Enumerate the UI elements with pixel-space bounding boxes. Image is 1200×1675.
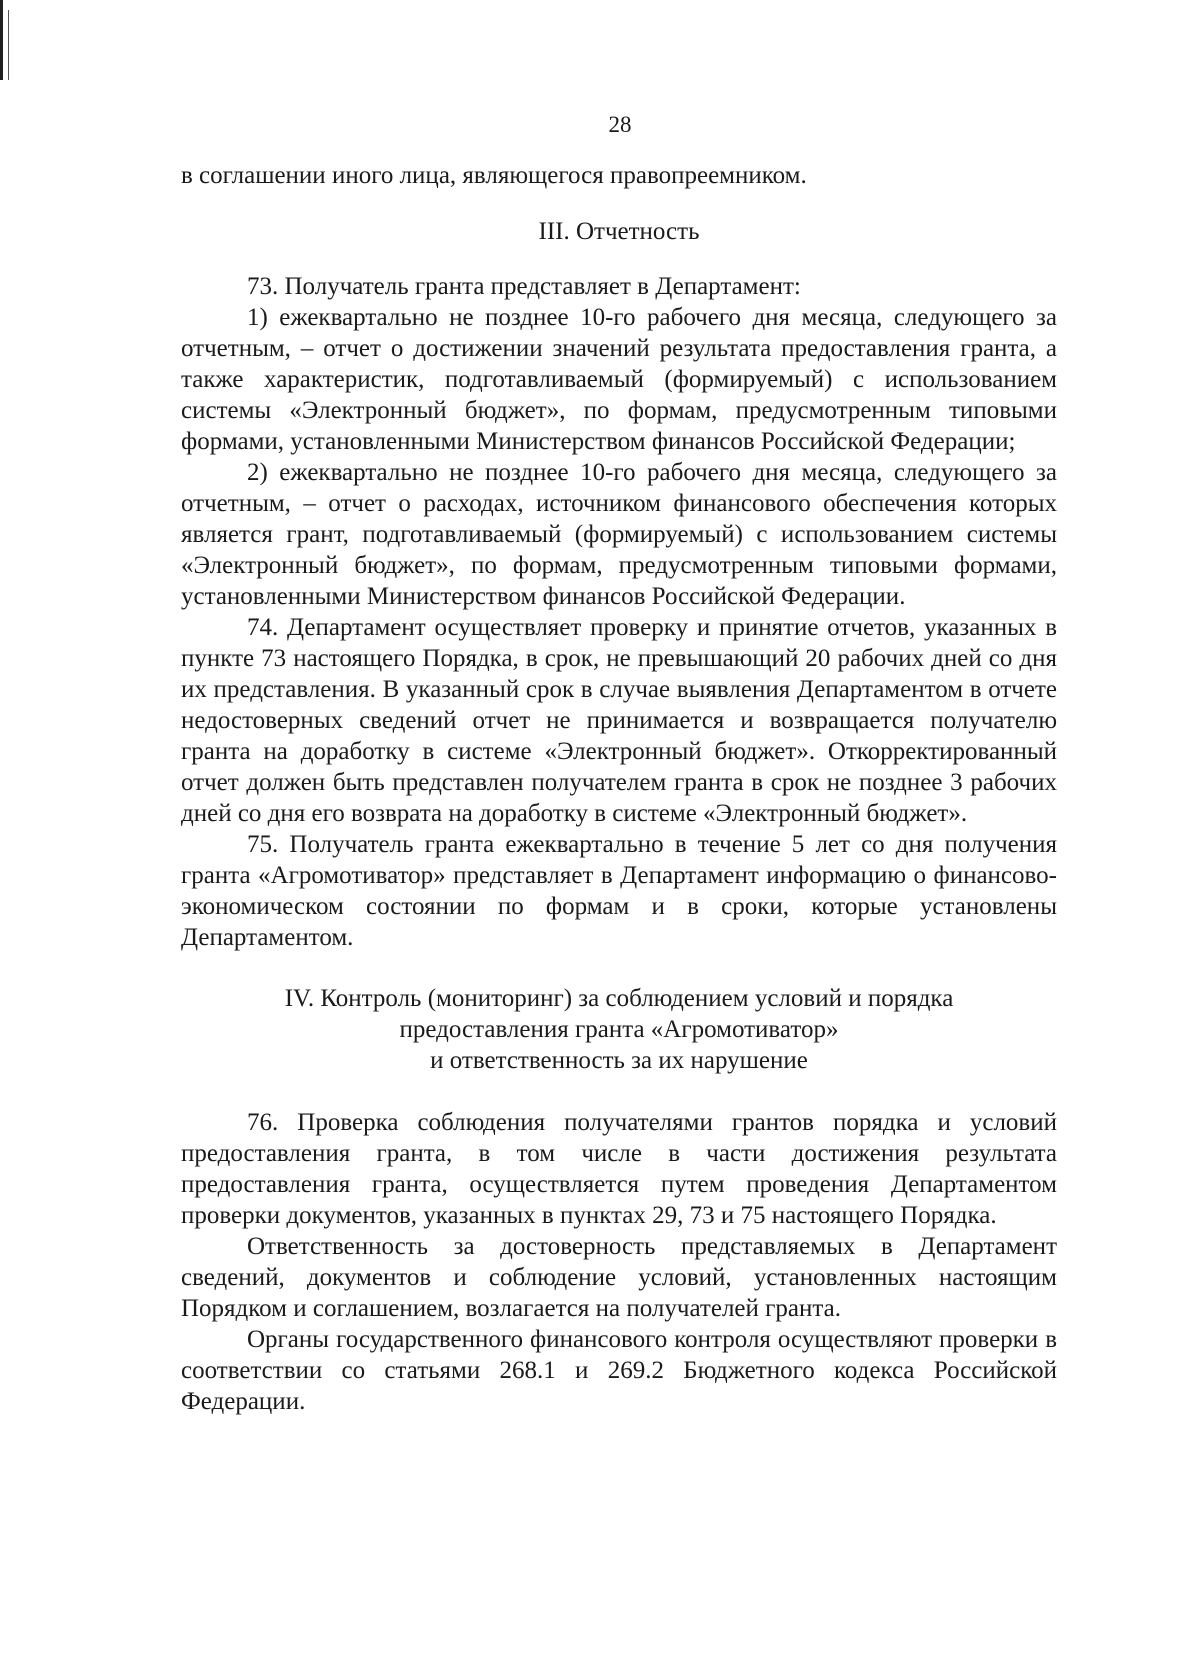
section-4-heading-line-2: предоставления гранта «Агромотиватор» [399,1016,839,1043]
document-body [181,160,1057,1417]
section-3-heading: III. Отчетность [538,218,700,245]
paragraph-76: 76. Проверка соблюдения получателями грантов порядка и условий предоставления гранта, в том числе в части достижения результата предоставления гранта, осуществляется путем проведения Департаментом проверки документов, указанных в пунктах 29, 73 и 75 настоящего Порядка. [181,1109,1057,1229]
paragraph-73: 73. Получатель гранта представляет в Департамент: [247,273,801,300]
section-4-heading-line-3: и ответственность за их нарушение [430,1047,808,1074]
paragraph-75: 75. Получатель гранта ежеквартально в течение 5 лет со дня получения гранта «Агромотиватор» представляет в Департамент информацию о финансово-экономическом состоянии по формам и в сроки, которые установлены Департаментом. [181,831,1057,951]
paragraph-74: 74. Департамент осуществляет проверку и принятие отчетов, указанных в пункте 73 настоящего Порядка, в срок, не превышающий 20 рабочих дней со дня их представления. В указанный срок в случае выявления Департаментом в отчете недостоверных сведений отчет не принимается и возвращается получателю гранта на доработку в системе «Электронный бюджет». Откорректированный отчет должен быть представлен получателем гранта в срок не позднее 3 рабочих дней со дня его возврата на доработку в системе «Электронный бюджет». [181,614,1057,827]
paragraph-73-item-2: 2) ежеквартально не позднее 10-го рабочего дня месяца, следующего за отчетным, – отчет о расходах, источником финансового обеспечения которых является грант, подготавливаемый (формируемый) с использованием системы «Электронный бюджет», по формам, предусмотренным типовыми формами, установленными Министерством финансов Российской Федерации. [181,459,1057,610]
intro-line: в соглашении иного лица, являющегося правопреемником. [181,162,807,189]
scan-edge-mark [0,0,3,80]
page-number: 28 [608,112,632,137]
scan-edge-mark-secondary [8,10,9,80]
section-4-heading-line-1: IV. Контроль (мониторинг) за соблюдением условий и порядка [284,985,954,1012]
paragraph-73-item-1: 1) ежеквартально не позднее 10-го рабочего дня месяца, следующего за отчетным, – отчет о достижении значений результата предоставления гранта, а также характеристик, подготавливаемый (формируемый) с использованием системы «Электронный бюджет», по формам, предусмотренным типовыми формами, установленными Министерством финансов Российской Федерации; [181,304,1057,455]
paragraph-responsibility: Ответственность за достоверность представляемых в Департамент сведений, документов и соблюдение условий, установленных настоящим Порядком и соглашением, возлагается на получателей гранта. [181,1233,1057,1322]
paragraph-control-bodies: Органы государственного финансового контроля осуществляют проверки в соответствии со статьями 268.1 и 269.2 Бюджетного кодекса Российской Федерации. [181,1326,1057,1415]
section-4-heading [181,983,1057,1076]
